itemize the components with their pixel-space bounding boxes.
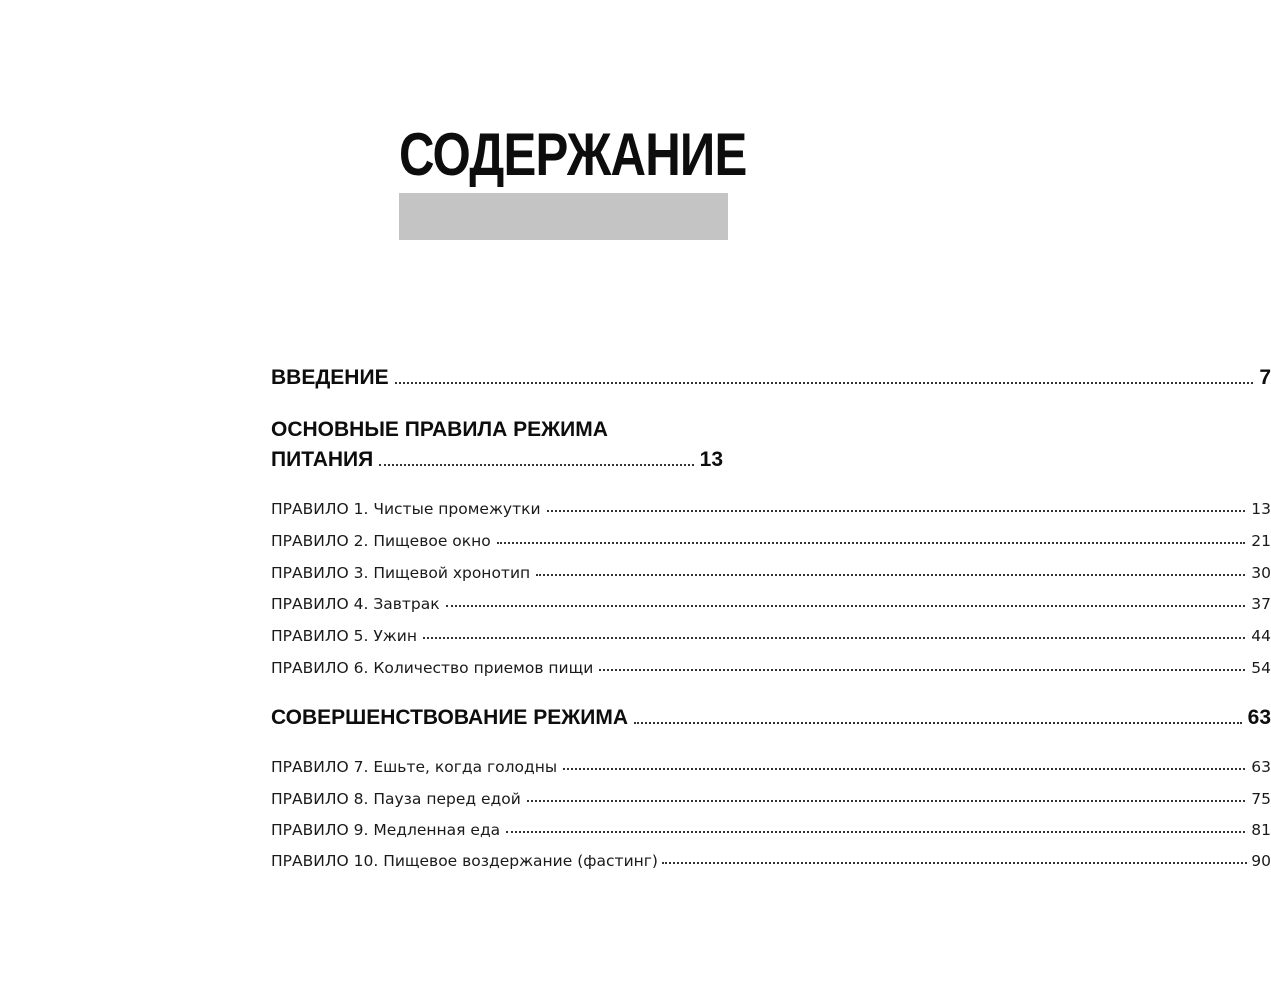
toc-page-number: 54 (1251, 659, 1271, 677)
leader-dots (662, 862, 1247, 864)
leader-dots (497, 542, 1246, 544)
leader-dots (395, 382, 1254, 384)
leader-dots (527, 800, 1245, 802)
toc-entry-label: ВВЕДЕНИЕ (271, 366, 389, 389)
title-underline-bar (399, 193, 728, 240)
toc-entry-label: ПРАВИЛО 7. Ешьте, когда голодны (271, 758, 558, 776)
toc-page-number: 44 (1251, 627, 1271, 645)
toc-entry-label: ПРАВИЛО 8. Пауза перед едой (271, 790, 521, 808)
leader-dots (446, 605, 1246, 607)
toc-entry-label: ПРАВИЛО 10. Пищевое воздержание (фастинг) (271, 852, 658, 870)
toc-page-number: 63 (1251, 758, 1271, 776)
leader-dots (379, 464, 693, 466)
toc-section-title-row (271, 448, 723, 472)
toc-rule-entry[interactable] (271, 532, 1271, 550)
toc-rule-entry[interactable] (271, 500, 1271, 518)
toc-rule-entry[interactable] (271, 821, 1271, 839)
toc-entry-intro[interactable] (271, 366, 1271, 390)
toc-entry-label: ПРАВИЛО 4. Завтрак (271, 595, 440, 613)
toc-page-number: 13 (699, 448, 723, 471)
toc-page-number: 81 (1251, 821, 1271, 839)
leader-dots (563, 768, 1245, 770)
toc-page-number: 13 (1251, 500, 1271, 518)
leader-dots (599, 669, 1245, 671)
toc-page-number: 75 (1251, 790, 1271, 808)
toc-rule-entry[interactable] (271, 595, 1271, 613)
toc-rule-entry[interactable] (271, 627, 1271, 645)
toc-entry-label: ПРАВИЛО 9. Медленная еда (271, 821, 501, 839)
leader-dots (506, 831, 1245, 833)
toc-rule-entry[interactable] (271, 758, 1271, 776)
toc-entry-label: ПРАВИЛО 3. Пищевой хронотип (271, 564, 531, 582)
toc-section-title-line2: ПИТАНИЯ (271, 448, 374, 471)
toc-rule-entry[interactable] (271, 852, 1271, 870)
leader-dots (547, 510, 1246, 512)
toc-rule-entry[interactable] (271, 564, 1271, 582)
toc-page-number: 37 (1251, 595, 1271, 613)
toc-entry-label: ПРАВИЛО 5. Ужин (271, 627, 417, 645)
toc-page-number: 30 (1251, 564, 1271, 582)
leader-dots (634, 722, 1242, 724)
toc-rule-entry[interactable] (271, 659, 1271, 677)
leader-dots (536, 574, 1245, 576)
leader-dots (423, 637, 1245, 639)
toc-page-number: 21 (1251, 532, 1271, 550)
toc-rule-entry[interactable] (271, 790, 1271, 808)
page-title: СОДЕРЖАНИЕ (399, 121, 747, 188)
toc-entry-label: ПРАВИЛО 6. Количество приемов пищи (271, 659, 594, 677)
toc-entry-label: ПРАВИЛО 2. Пищевое окно (271, 532, 491, 550)
toc-entry-section2[interactable] (271, 706, 1271, 730)
toc-page-number: 7 (1259, 366, 1271, 389)
toc-page-number: 90 (1251, 852, 1271, 870)
toc-entry-label: СОВЕРШЕНСТВОВАНИЕ РЕЖИМА (271, 706, 629, 729)
toc-page-number: 63 (1247, 706, 1271, 729)
toc-entry-label: ПРАВИЛО 1. Чистые промежутки (271, 500, 541, 518)
toc-entry-section1[interactable] (271, 418, 723, 472)
toc-section-title-line1: ОСНОВНЫЕ ПРАВИЛА РЕЖИМА (271, 418, 608, 441)
